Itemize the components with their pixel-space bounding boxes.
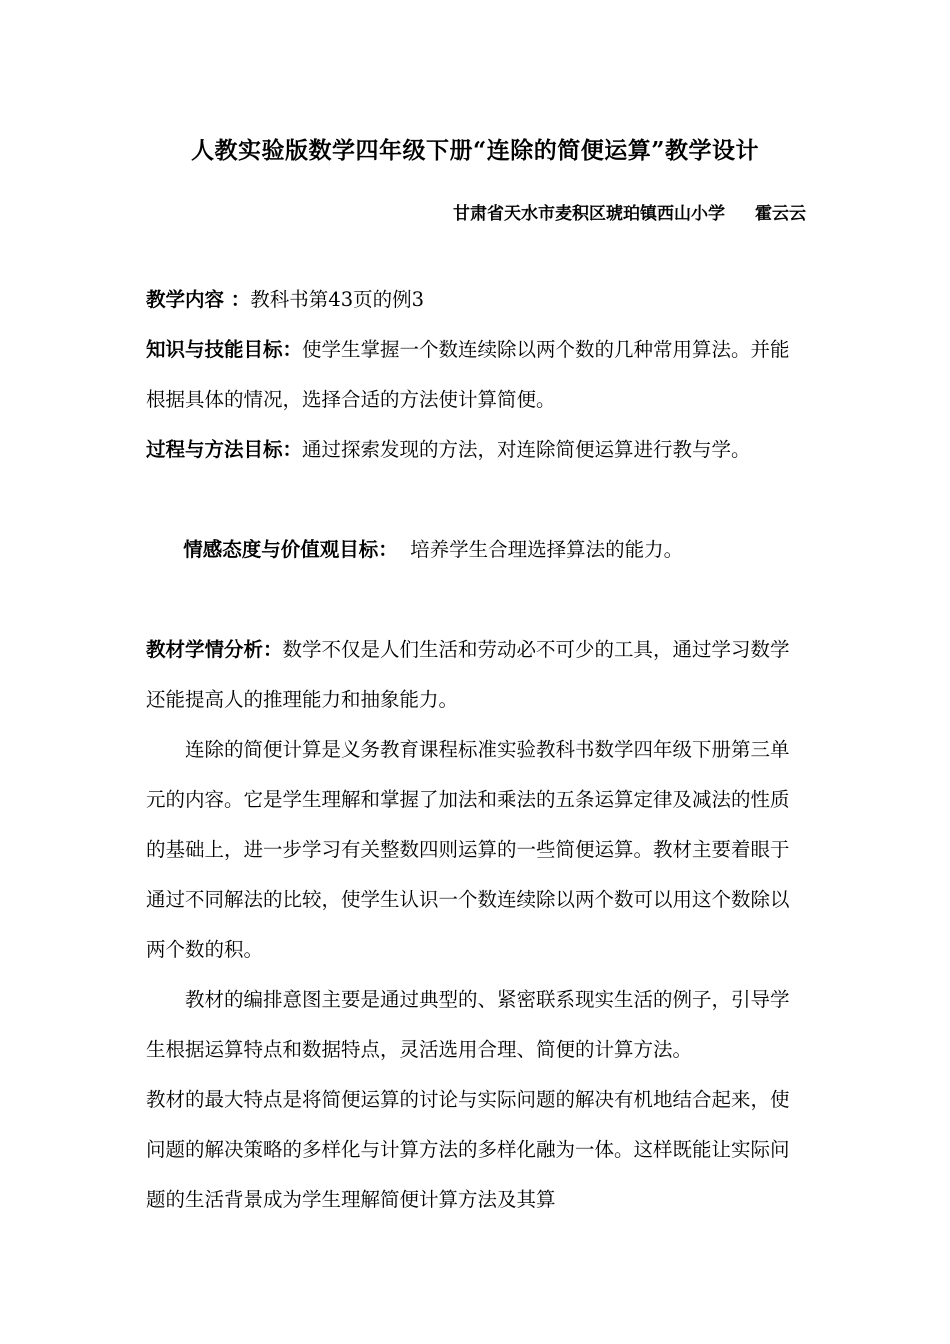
school-name: 甘肃省天水市麦积区琥珀镇西山小学 [453,204,725,224]
section-text: 培养学生合理选择算法的能力。 [397,538,684,561]
document-title: 人教实验版数学四年级下册“连除的简便运算”教学设计 [191,137,759,164]
section-process-goal [146,425,808,475]
section-label: 知识与技能目标： [146,338,303,361]
body-paragraph: 教材的最大特点是将简便运算的讨论与实际问题的解决有机地结合起来，使问题的解决策略的多样化与计算方法的多样化融为一体。这样既能让实际问题的生活背景成为学生理解简便计算方法及其算 [146,1088,790,1211]
author-name: 霍云云 [755,204,806,224]
section-knowledge-goal [146,325,808,425]
body-paragraph: 教材的编排意图主要是通过典型的、紧密联系现实生活的例子，引导学生根据运算特点和数据特点，灵活选用合理、简便的计算方法。 [146,988,790,1061]
section-teaching-content [146,275,808,325]
section-label: 过程与方法目标： [146,438,303,461]
body-paragraph: 连除的简便计算是义务教育课程标准实验教科书数学四年级下册第三单元的内容。它是学生理解和掌握了加法和乘法的五条运算定律及减法的性质的基础上，进一步学习有关整数四则运算的一些简便运算。教材主要着眼于通过不同解法的比较，使学生认识一个数连续除以两个数可以用这个数除以两个数的积。 [146,738,790,961]
byline [453,200,806,228]
section-text: 通过探索发现的方法，对连除简便运算进行教与学。 [302,438,751,461]
section-label: 教学内容 ： [146,288,251,311]
section-label: 教材学情分析： [146,638,283,661]
document-body [146,275,808,1225]
section-text: 教科书第43页的例3 [250,288,425,311]
section-material-analysis [146,625,808,725]
section-label: 情感态度与价值观目标： [183,538,398,561]
section-text: 数学不仅是人们生活和劳动必不可少的工具，通过学习数学还能提高人的推理能力和抽象能力。 [146,638,790,711]
section-emotion-goal [146,475,808,625]
section-text: 使学生掌握一个数连续除以两个数的几种常用算法。并能根据具体的情况，选择合适的方法使计算简便。 [146,338,790,411]
